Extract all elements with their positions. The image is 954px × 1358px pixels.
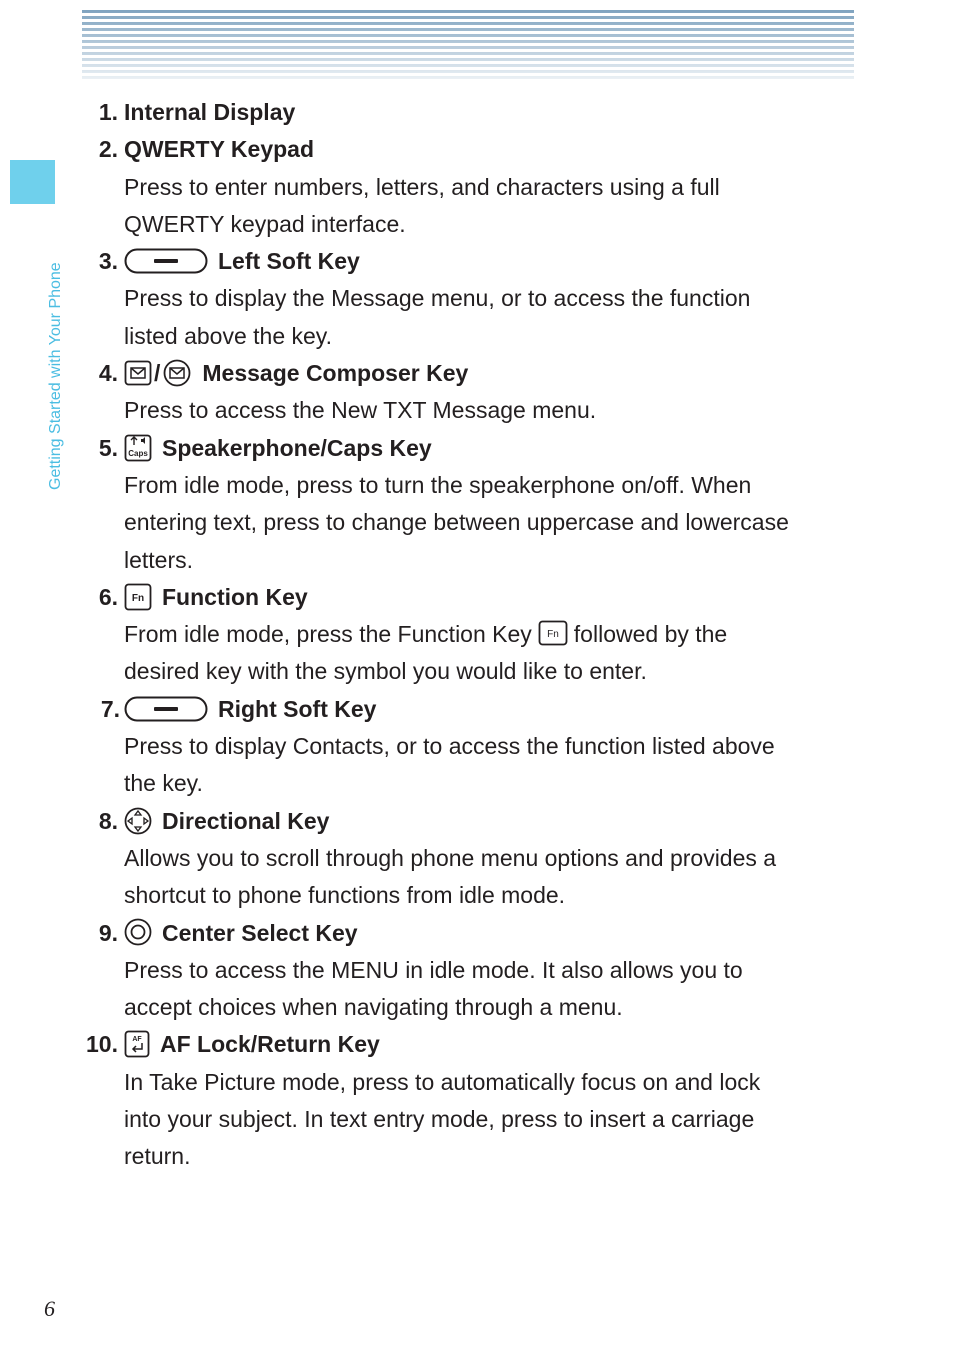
page-number: 6 bbox=[44, 1296, 55, 1321]
item-description: Press to display the Message menu, or to access the function bbox=[124, 285, 751, 312]
item-number: 1. bbox=[98, 99, 118, 125]
item-description: Press to display Contacts, or to access the function listed above bbox=[124, 733, 775, 760]
icon-separator: / bbox=[154, 360, 161, 387]
list-item bbox=[0, 1026, 954, 1063]
description-text: followed by the bbox=[573, 621, 728, 648]
item-description: shortcut to phone functions from idle mode. bbox=[124, 882, 566, 909]
list-item bbox=[0, 131, 954, 168]
list-item bbox=[0, 803, 954, 840]
item-description: Press to access the MENU in idle mode. It also allows you to bbox=[124, 956, 743, 983]
item-description: letters. bbox=[124, 546, 194, 573]
fn-key-icon bbox=[124, 583, 152, 611]
item-number: 10. bbox=[86, 1031, 118, 1058]
svg-text:AF: AF bbox=[132, 1036, 142, 1044]
item-title: Left Soft Key bbox=[218, 248, 360, 275]
item-description: listed above the key. bbox=[124, 322, 332, 349]
caps-key-icon bbox=[124, 434, 152, 462]
af-lock-key-icon bbox=[124, 1030, 150, 1058]
item-number: 9. bbox=[98, 919, 118, 946]
item-number: 2. bbox=[98, 136, 118, 163]
item-description: From idle mode, press to turn the speakerphone on/off. When bbox=[124, 471, 752, 498]
svg-text:Caps: Caps bbox=[128, 448, 148, 458]
center-select-key-icon bbox=[124, 918, 152, 946]
item-number: 4. bbox=[98, 360, 118, 387]
item-description: Press to access the New TXT Message menu. bbox=[124, 397, 597, 424]
list-item bbox=[0, 579, 954, 616]
description-text: From idle mode, press the Function Key bbox=[124, 621, 532, 648]
message-key-round-icon bbox=[162, 359, 192, 387]
message-key-icon bbox=[124, 360, 152, 386]
item-number: 6. bbox=[98, 583, 118, 610]
item-description: accept choices when navigating through a menu. bbox=[124, 994, 623, 1021]
svg-text:Fn: Fn bbox=[546, 629, 559, 641]
item-description: In Take Picture mode, press to automatically focus on and lock bbox=[124, 1068, 761, 1095]
item-number: 3. bbox=[98, 248, 118, 275]
list-item bbox=[0, 355, 954, 392]
item-description: into your subject. In text entry mode, press to insert a carriage bbox=[124, 1106, 755, 1133]
item-title: Right Soft Key bbox=[218, 695, 377, 722]
item-description: Press to enter numbers, letters, and characters using a full bbox=[124, 173, 720, 200]
item-description: Allows you to scroll through phone menu options and provides a bbox=[124, 844, 777, 871]
item-title: Message Composer Key bbox=[202, 360, 469, 387]
soft-key-icon bbox=[124, 696, 208, 722]
key-list bbox=[0, 94, 954, 1176]
item-number: 8. bbox=[98, 807, 118, 834]
list-item bbox=[0, 94, 954, 131]
fn-key-icon bbox=[538, 620, 568, 646]
item-title: Center Select Key bbox=[162, 919, 358, 946]
item-description: return. bbox=[124, 1143, 191, 1170]
header-decoration bbox=[82, 10, 854, 80]
item-title: Directional Key bbox=[162, 807, 330, 834]
list-item bbox=[0, 243, 954, 280]
item-description: the key. bbox=[124, 770, 203, 797]
item-title: Internal Display bbox=[124, 99, 296, 125]
directional-key-icon bbox=[124, 807, 152, 835]
item-description bbox=[0, 616, 954, 653]
item-title: QWERTY Keypad bbox=[124, 136, 314, 163]
svg-text:Fn: Fn bbox=[131, 592, 145, 604]
item-description: QWERTY keypad interface. bbox=[124, 210, 406, 237]
list-item bbox=[0, 915, 954, 952]
item-description: desired key with the symbol you would like to enter. bbox=[124, 658, 647, 685]
item-number: 7. bbox=[100, 695, 120, 722]
soft-key-icon bbox=[124, 248, 208, 274]
section-title: Getting Started with Your Phone bbox=[47, 262, 64, 490]
list-item bbox=[0, 691, 954, 728]
item-description: entering text, press to change between uppercase and lowercase bbox=[124, 509, 789, 536]
item-title: Function Key bbox=[162, 583, 308, 610]
item-number: 5. bbox=[98, 434, 118, 461]
list-item bbox=[0, 430, 954, 467]
item-title: Speakerphone/Caps Key bbox=[162, 434, 432, 461]
item-title: AF Lock/Return Key bbox=[160, 1031, 380, 1058]
